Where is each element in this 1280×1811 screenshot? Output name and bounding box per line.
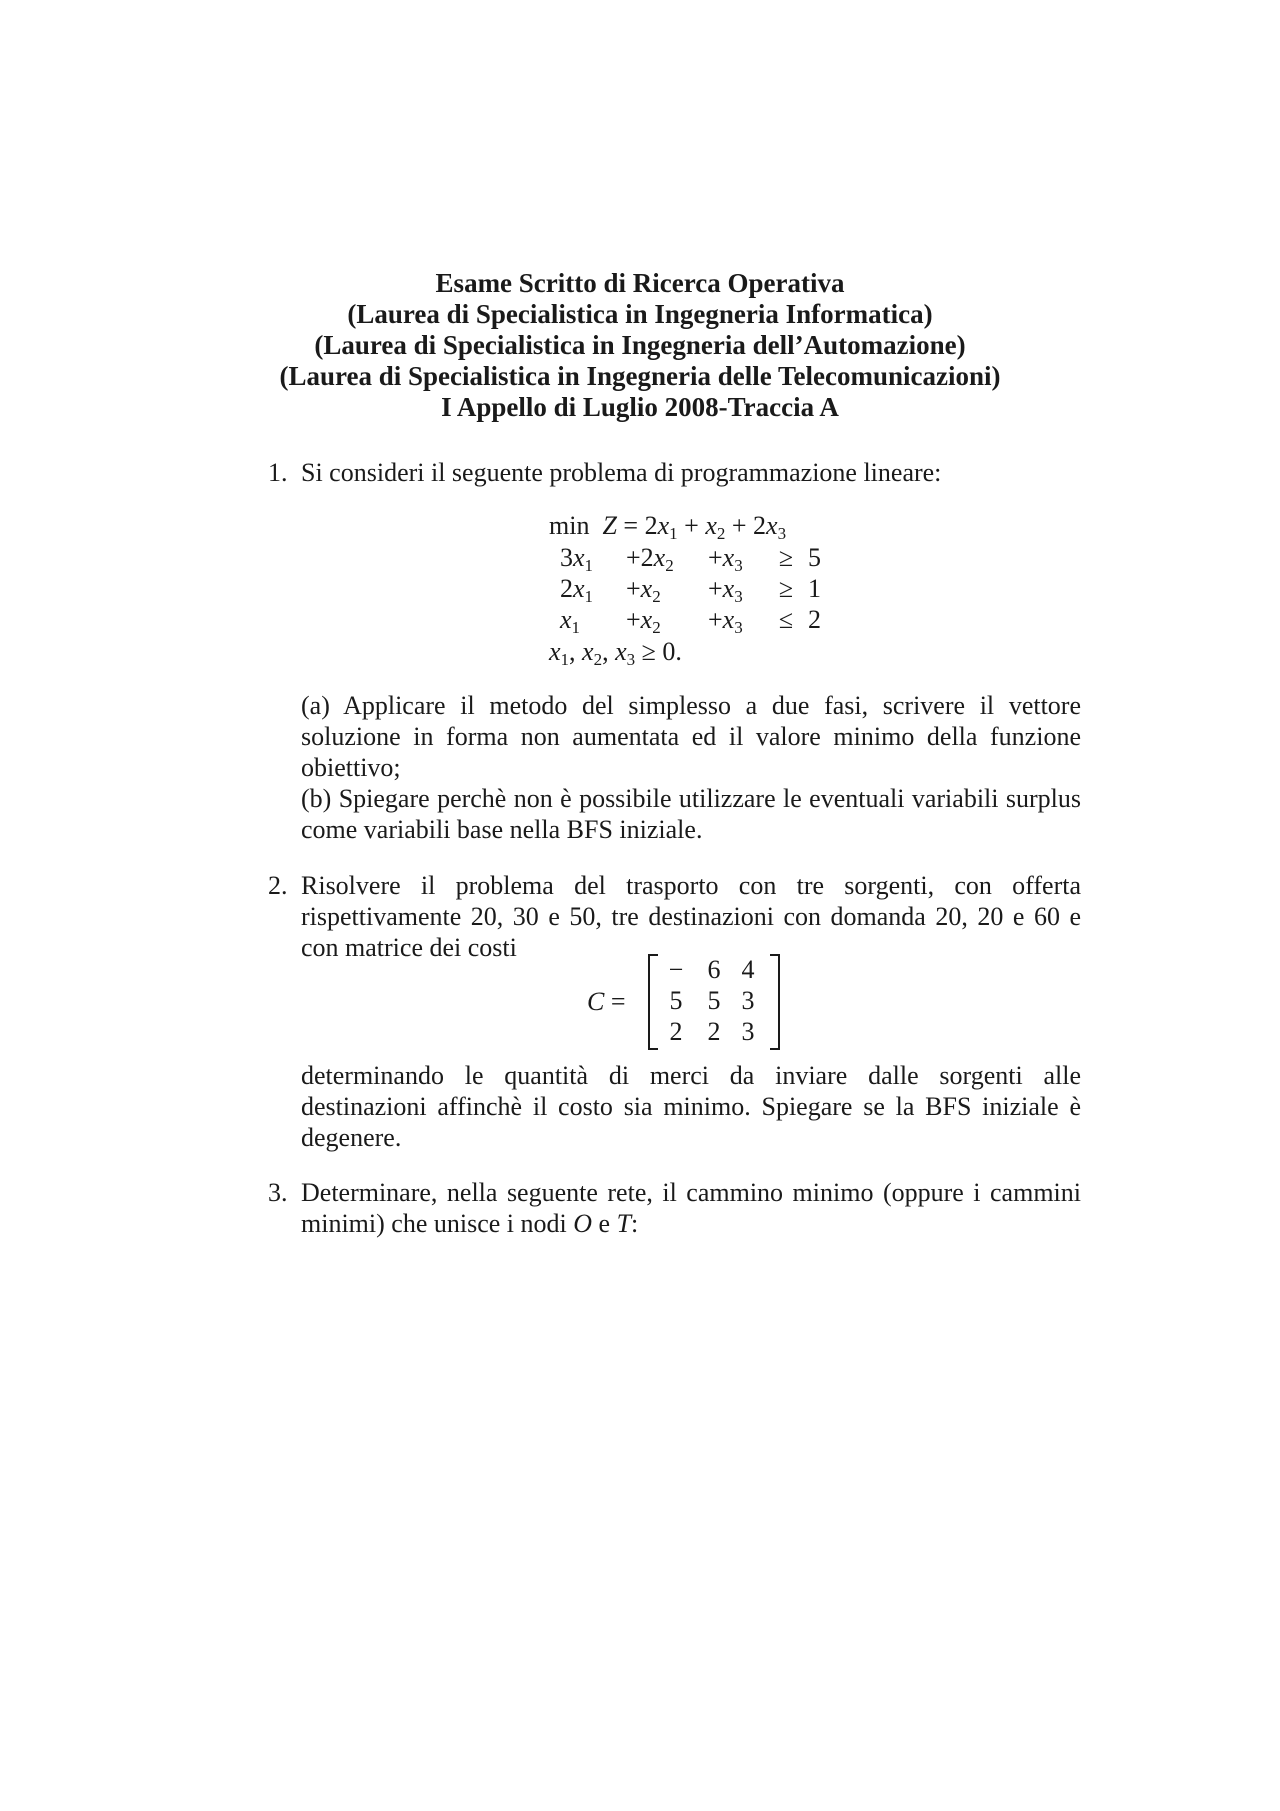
q3-text: Determinare, nella seguente rete, il cammino minimo (oppure i cammini minimi) che unisce i nodi O e T: [301,1178,1081,1238]
matrix-cell: 2 [707,1017,721,1046]
matrix-cell: 3 [741,986,755,1015]
q1-intro: Si consideri il seguente problema di programmazione lineare: [301,458,942,487]
constraint-row: $3x_1$ $+2x_2$ $+x_3$ ≥ 5 [560,542,821,575]
constraint-row: $x_1$ $+x_2$ $+x_3$ ≤ 2 [560,604,821,637]
exam-title [0,268,1280,423]
title-line-3: (Laurea di Specialistica in Ingegneria dell’Automazione) [314,330,966,360]
cost-matrix [648,954,780,1050]
q1-constraints [560,542,831,635]
title-line-5: I Appello di Luglio 2008-Traccia A [441,392,839,422]
q2-outro: determinando le quantità di merci da inviare dalle sorgenti alle destinazioni affinchè il costo sia minimo. Spiegare se la BFS iniziale è degenere. [301,1061,1081,1152]
q1-part-b: (b) Spiegare perchè non è possibile utilizzare le eventuali variabili surplus come variabili base nella BFS iniziale. [301,784,1081,844]
node-t: T [616,1209,632,1238]
title-line-4: (Laurea di Specialistica in Ingegneria delle Telecomunicazioni) [279,361,1001,391]
q2-intro: Risolvere il problema del trasporto con tre sorgenti, con offerta rispettivamente 20, 30 e 50, tre destinazioni con domanda 20, 20 e 60 e con matrice dei costi [301,871,1081,962]
q1-nonnegativity: $x_1$, $x_2$, $x_3 \ge 0$. [549,637,682,669]
q2-matrix-label: C = [587,987,626,1016]
matrix-cell: 4 [741,955,755,984]
title-line-1: Esame Scritto di Ricerca Operativa [435,268,845,298]
matrix-cell: 6 [707,955,721,984]
q3-number: 3. [268,1178,288,1207]
q2-number: 2. [268,871,288,900]
left-bracket [648,954,658,1050]
q1-part-a: (a) Applicare il metodo del simplesso a due fasi, scrivere il vettore soluzione in forma non aumentata ed il valore minimo della funzione obiettivo; [301,691,1081,782]
node-o: O [573,1209,593,1238]
q1-objective: $\min Z = 2x_1 + x_2 + 2x_3$ [549,511,787,543]
matrix-cell: 3 [741,1017,755,1046]
right-bracket [770,954,780,1050]
matrix-cell: − [668,955,684,984]
constraint-row: $2x_1$ $+x_2$ $+x_3$ ≥ 1 [560,573,821,606]
matrix-cell: 5 [707,986,721,1015]
matrix-cell: 2 [669,1017,683,1046]
matrix-cell: 5 [669,986,683,1015]
q1-number: 1. [268,458,288,487]
title-line-2: (Laurea di Specialistica in Ingegneria Informatica) [347,299,933,329]
